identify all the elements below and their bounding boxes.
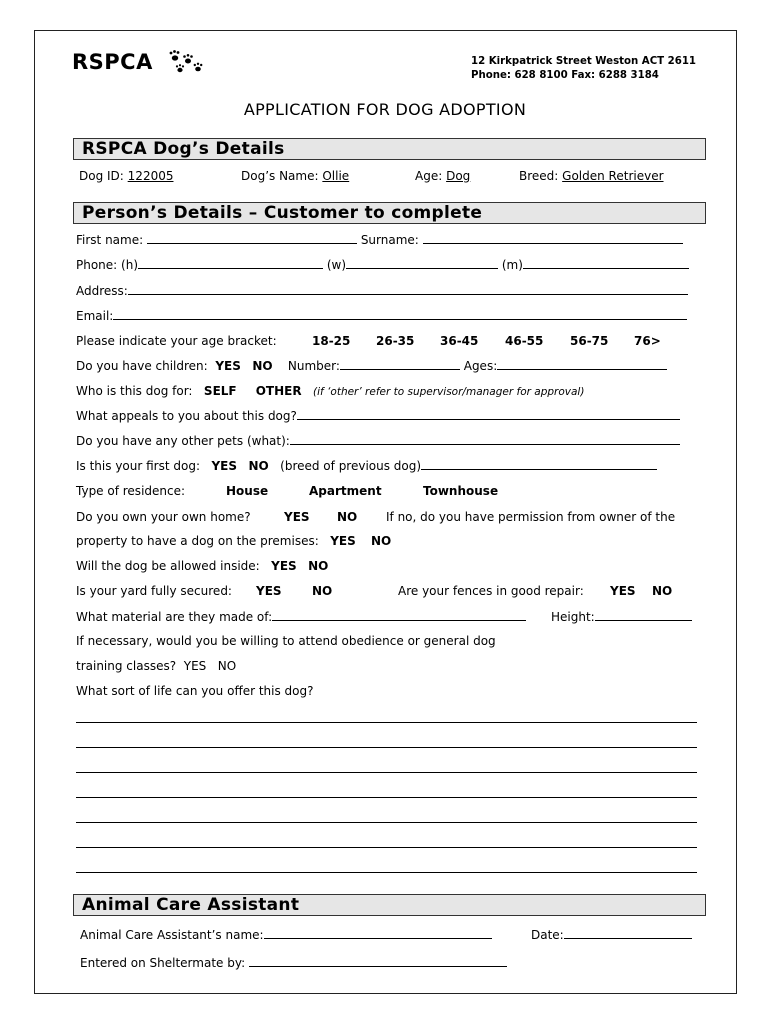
appeals-row	[76, 408, 680, 424]
person-details-heading: Person’s Details – Customer to complete	[73, 202, 706, 224]
life-answer-line[interactable]	[76, 847, 697, 848]
address-line-1: 12 Kirkpatrick Street Weston ACT 2611	[471, 56, 697, 67]
first-name-label: First name:	[76, 233, 144, 247]
dog-breed-value: Golden Retriever	[562, 169, 664, 183]
age-bracket-label: Please indicate your age bracket:	[76, 334, 277, 348]
dog-for-other-option[interactable]: OTHER	[255, 384, 302, 398]
yard-label: Is your yard fully secured:	[76, 584, 232, 598]
age-bracket-1[interactable]: 18-25	[312, 334, 351, 348]
sheltermate-field[interactable]	[249, 955, 507, 967]
dog-name-group	[241, 168, 349, 184]
life-answer-line[interactable]	[76, 747, 697, 748]
premises-row	[76, 533, 391, 549]
paw-prints-icon	[166, 49, 206, 77]
life-label: What sort of life can you offer this dog?	[76, 684, 314, 698]
date-label: Date:	[531, 928, 564, 942]
form-title: APPLICATION FOR DOG ADOPTION	[243, 100, 527, 119]
first-dog-label: Is this your first dog:	[76, 459, 200, 473]
height-label: Height:	[551, 610, 595, 624]
height-group	[551, 609, 692, 625]
previous-breed-label: (breed of previous dog)	[280, 459, 422, 473]
own-home-yes-option[interactable]: YES	[284, 510, 310, 524]
phone-home-label: Phone: (h)	[76, 258, 138, 272]
dog-details-heading: RSPCA Dog’s Details	[73, 138, 706, 160]
training-row	[76, 658, 236, 674]
other-approval-note: (if ‘other’ refer to supervisor/manager for approval)	[313, 386, 585, 398]
first-dog-yes-option[interactable]: YES	[211, 459, 237, 473]
care-assistant-heading: Animal Care Assistant	[73, 894, 706, 916]
dog-name-label: Dog’s Name:	[241, 169, 319, 183]
dog-for-self-option[interactable]: SELF	[203, 384, 237, 398]
own-home-label: Do you own your own home?	[76, 510, 251, 524]
other-pets-field[interactable]	[290, 433, 680, 445]
phone-home-field[interactable]	[138, 257, 323, 269]
height-field[interactable]	[595, 609, 692, 621]
premises-label: property to have a dog on the premises:	[76, 534, 319, 548]
previous-breed-field[interactable]	[421, 458, 657, 470]
other-pets-row	[76, 433, 680, 449]
yard-no-option[interactable]: NO	[312, 584, 333, 598]
residence-townhouse-option[interactable]: Townhouse	[423, 484, 499, 498]
sheltermate-label: Entered on Sheltermate by:	[80, 956, 246, 970]
yard-yes-option[interactable]: YES	[256, 584, 282, 598]
address-row	[76, 283, 688, 299]
obedience-label: If necessary, would you be willing to attend obedience or general dog	[76, 634, 496, 648]
dog-breed-group	[519, 168, 664, 184]
children-row	[76, 358, 667, 374]
material-row	[76, 609, 526, 625]
name-row	[76, 232, 683, 248]
first-name-field[interactable]	[147, 232, 357, 244]
children-number-label: Number:	[287, 359, 340, 373]
fences-yes-option[interactable]: YES	[610, 584, 636, 598]
phone-row	[76, 257, 689, 273]
assistant-name-label: Animal Care Assistant’s name:	[80, 928, 264, 942]
date-field[interactable]	[564, 927, 692, 939]
email-row	[76, 308, 687, 324]
first-dog-row	[76, 458, 657, 474]
email-label: Email:	[76, 309, 114, 323]
children-yes-option[interactable]: YES	[215, 359, 241, 373]
inside-no-option[interactable]: NO	[308, 559, 329, 573]
dog-breed-label: Breed:	[519, 169, 559, 183]
dog-id-value: 122005	[127, 169, 174, 183]
appeals-label: What appeals to you about this dog?	[76, 409, 297, 423]
children-no-option[interactable]: NO	[252, 359, 273, 373]
dog-age-value: Dog	[446, 169, 471, 183]
age-bracket-4[interactable]: 46-55	[505, 334, 544, 348]
training-no-option[interactable]: NO	[217, 659, 237, 673]
material-field[interactable]	[272, 609, 526, 621]
training-yes-option[interactable]: YES	[183, 659, 207, 673]
first-dog-no-option[interactable]: NO	[248, 459, 269, 473]
own-home-row	[76, 509, 251, 525]
yard-row	[76, 583, 232, 599]
material-label: What material are they made of:	[76, 610, 273, 624]
email-field[interactable]	[113, 308, 687, 320]
phone-mobile-field[interactable]	[523, 257, 689, 269]
address-label: Address:	[76, 284, 128, 298]
residence-label: Type of residence:	[76, 484, 186, 498]
residence-house-option[interactable]: House	[226, 484, 269, 498]
sheltermate-row	[80, 955, 507, 971]
children-label: Do you have children:	[76, 359, 208, 373]
fences-no-option[interactable]: NO	[652, 584, 673, 598]
life-answer-line[interactable]	[76, 822, 697, 823]
dog-for-row	[76, 383, 584, 399]
inside-row	[76, 558, 328, 574]
dog-for-label: Who is this dog for:	[76, 384, 193, 398]
fences-label: Are your fences in good repair:	[398, 584, 584, 598]
own-home-no-option[interactable]: NO	[337, 510, 358, 524]
dog-name-value: Ollie	[322, 169, 350, 183]
children-ages-label: Ages:	[463, 359, 498, 373]
age-bracket-2[interactable]: 26-35	[376, 334, 415, 348]
phone-mobile-label: (m)	[501, 258, 523, 272]
phone-work-field[interactable]	[346, 257, 498, 269]
surname-label: Surname:	[360, 233, 419, 247]
dog-age-label: Age:	[415, 169, 443, 183]
life-answer-line[interactable]	[76, 772, 697, 773]
rspca-logo: RSPCA	[72, 50, 153, 74]
address-field[interactable]	[128, 283, 688, 295]
age-bracket-5[interactable]: 56-75	[570, 334, 609, 348]
residence-apartment-option[interactable]: Apartment	[309, 484, 382, 498]
residence-row	[76, 483, 185, 499]
assistant-name-field[interactable]	[264, 927, 492, 939]
premises-no-option[interactable]: NO	[371, 534, 392, 548]
address-line-2: Phone: 628 8100 Fax: 6288 3184	[471, 70, 659, 81]
organization-address	[471, 55, 696, 83]
life-answer-line[interactable]	[76, 722, 697, 723]
age-bracket-6[interactable]: 76>	[634, 334, 661, 348]
training-label: training classes?	[76, 659, 177, 673]
children-ages-field[interactable]	[497, 358, 667, 370]
surname-field[interactable]	[423, 232, 683, 244]
inside-yes-option[interactable]: YES	[271, 559, 297, 573]
dog-details-row	[79, 168, 173, 184]
date-group	[531, 927, 692, 943]
life-answer-line[interactable]	[76, 872, 697, 873]
age-bracket-3[interactable]: 36-45	[440, 334, 479, 348]
phone-work-label: (w)	[326, 258, 347, 272]
other-pets-label: Do you have any other pets (what):	[76, 434, 290, 448]
dog-age-group	[415, 168, 470, 184]
age-bracket-row	[76, 333, 277, 349]
life-answer-line[interactable]	[76, 797, 697, 798]
premises-yes-option[interactable]: YES	[330, 534, 356, 548]
assistant-name-row	[80, 927, 492, 943]
appeals-field[interactable]	[297, 408, 680, 420]
dog-id-label: Dog ID:	[79, 169, 124, 183]
children-number-field[interactable]	[340, 358, 460, 370]
permission-label: If no, do you have permission from owner of the	[386, 510, 676, 524]
inside-label: Will the dog be allowed inside:	[76, 559, 260, 573]
